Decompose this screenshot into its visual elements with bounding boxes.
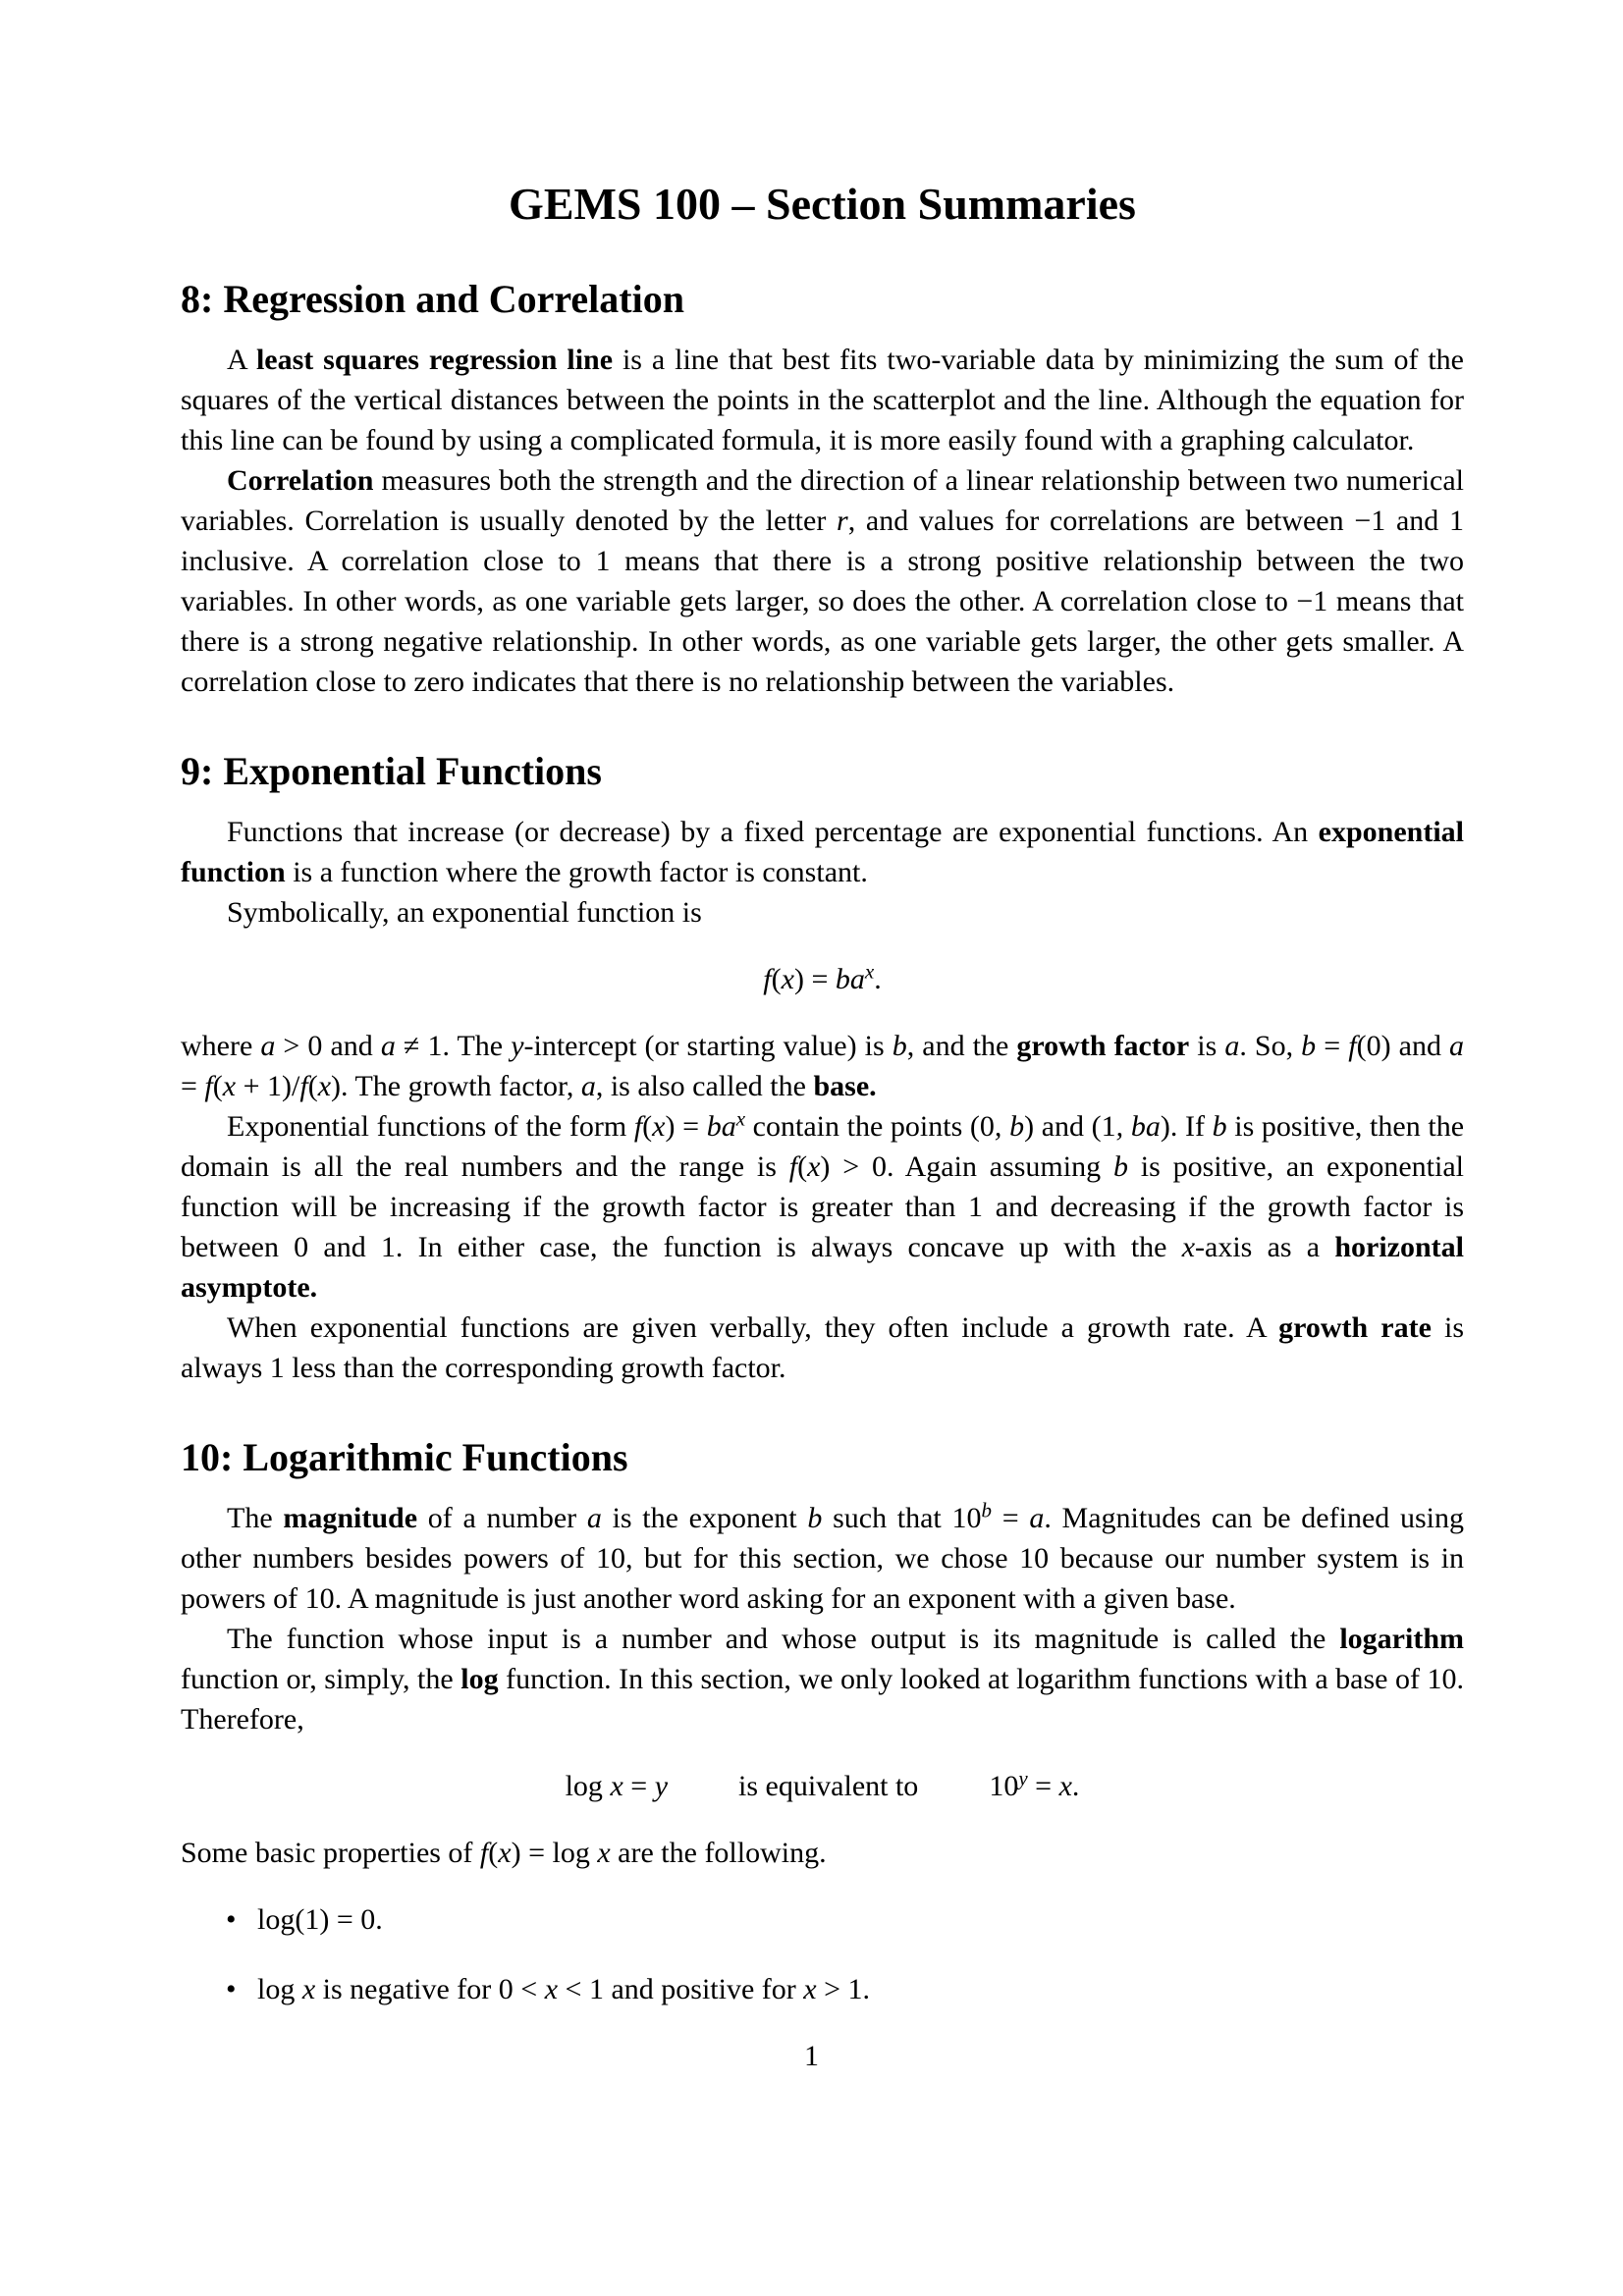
section-regression-correlation xyxy=(181,275,1464,702)
paragraph: Some basic properties of f(x) = log x are the following. xyxy=(181,1837,827,1869)
section-exponential-functions xyxy=(181,747,1464,1388)
paragraph: Correlation measures both the strength and the direction of a linear relationship between two numerical variables. Correlation is usually denoted by the letter r, and values for correlations are between −1 and 1 inclusive. A correlation close to 1 means that there is a strong positive relationship between the two variables. In other words, as one variable gets larger, so does the other. A correlation close to −1 means that there is a strong negative relationship. In other words, as one variable gets larger, the other gets smaller. A correlation close to zero indicates that there is no relationship between the variables. xyxy=(181,464,1464,698)
paragraph: Symbolically, an exponential function is xyxy=(227,896,702,929)
paragraph: Functions that increase (or decrease) by a fixed percentage are exponential functions. An exponential function is a function where the growth factor is constant. xyxy=(181,816,1464,888)
page-number: 1 xyxy=(804,2040,819,2072)
list-item xyxy=(181,1969,1464,2009)
paragraph: Exponential functions of the form $f(x) = ba^x$ contain the points (0, b) and (1, ba). If b is positive, then the domain is all the real numbers and the range is f(x) > 0. Again assuming b is positive, an exponential function will be increasing if the growth factor is greater than 1 and decreasing if the growth factor is between 0 and 1. In either case, the function is always concave up with the x-axis as a horizontal asymptote. xyxy=(181,1106,1465,1304)
bullet-icon: • xyxy=(226,1903,237,1936)
section-logarithmic-functions xyxy=(181,1433,1464,2009)
paragraph: where a > 0 and a ≠ 1. The y-intercept (or starting value) is b, and the growth factor is a. So, b = f(0) and a = f(x + 1)/f(x). The growth factor, a, is also called the base. xyxy=(181,1030,1465,1102)
paragraph: The magnitude of a number a is the exponent b such that $10^b = a$. Magnitudes can be defined using other numbers besides powers of 10, but for this section, we chose 10 because our number system is in powers of 10. A magnitude is just another word asking for an exponent with a given base. xyxy=(181,1498,1464,1615)
paragraph: When exponential functions are given verbally, they often include a growth rate. A growth rate is always 1 less than the corresponding growth factor. xyxy=(181,1311,1465,1384)
paragraph: The function whose input is a number and whose output is its magnitude is called the logarithm function or, simply, the log function. In this section, we only looked at logarithm functions with a base of 10. Therefore, xyxy=(181,1623,1464,1735)
list-item-text: log(1) = 0. xyxy=(257,1903,383,1936)
log-properties-list xyxy=(181,1899,1464,2009)
section-heading: 10: Logarithmic Functions xyxy=(181,1435,628,1479)
math-formula-logarithm: log x = y is equivalent to $10^y = x$. xyxy=(565,1766,1080,1802)
section-heading: 8: Regression and Correlation xyxy=(181,277,684,321)
math-formula-exponential: $f(x) = ba^x$. xyxy=(763,959,882,995)
bullet-icon: • xyxy=(226,1973,237,2005)
section-heading: 9: Exponential Functions xyxy=(181,749,602,793)
list-item-text: log x is negative for 0 < x < 1 and positive for x > 1. xyxy=(257,1973,870,2005)
list-item xyxy=(181,1899,1464,1940)
document-title: GEMS 100 – Section Summaries xyxy=(509,179,1136,229)
paragraph: A least squares regression line is a line that best fits two-variable data by minimizing the sum of the squares of the vertical distances between the points in the scatterplot and the line. Although the equation for this line can be found by using a complicated formula, it is more easily found with a graphing calculator. xyxy=(181,344,1464,456)
